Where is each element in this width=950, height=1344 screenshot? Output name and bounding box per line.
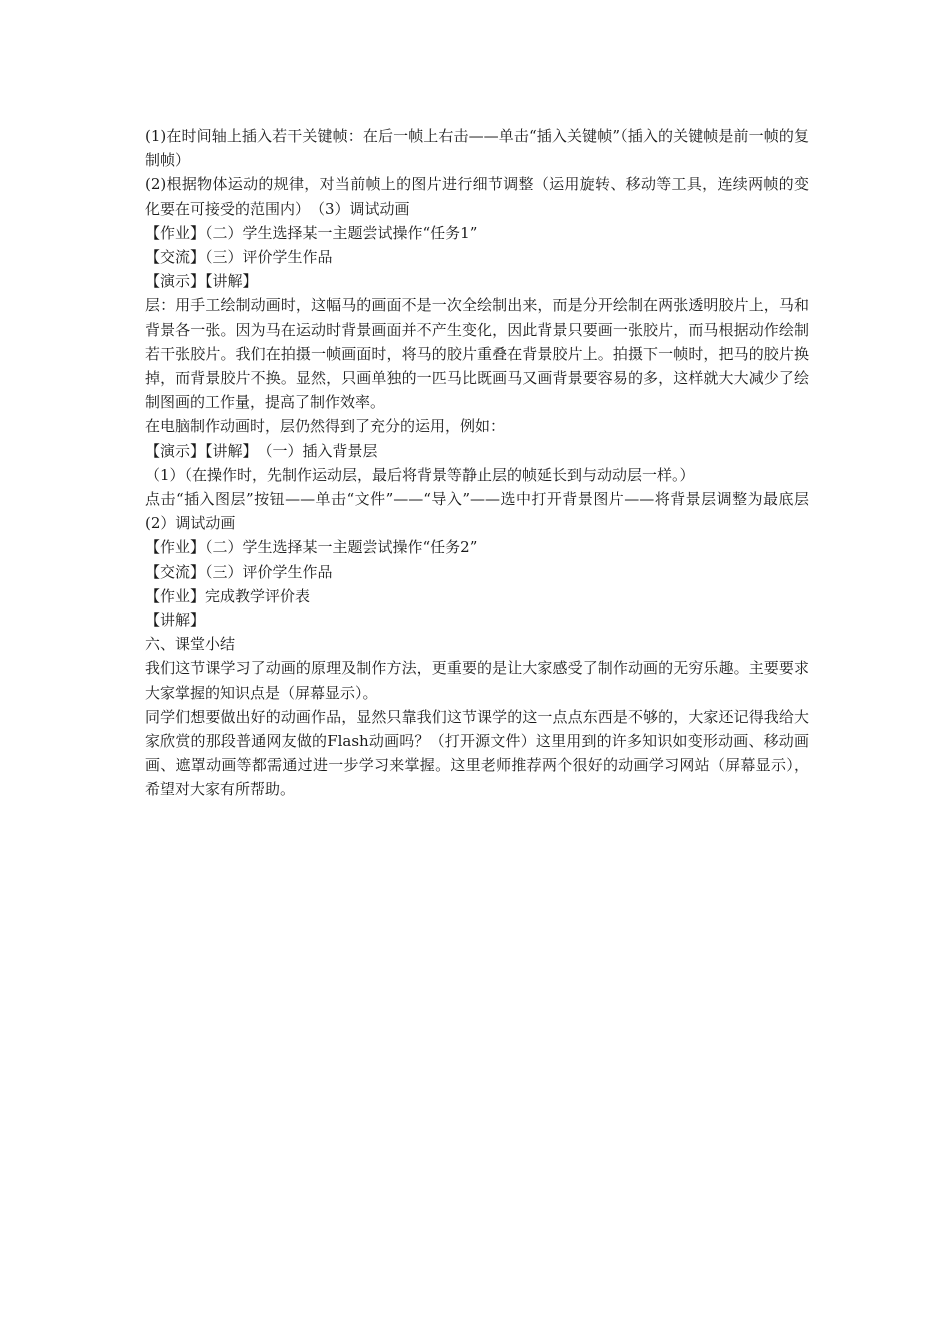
paragraph-homework-task-1: 【作业】（二）学生选择某一主题尝试操作“任务1” [145,223,478,242]
paragraph-layer-usage: 在电脑制作动画时，层仍然得到了充分的运用，例如： [145,417,506,436]
paragraph-insert-layer-steps: 点击“插入图层”按钮——单击“文件”——“导入”——选中打开背景图片——将背景层调整为最底层 (2）调试动画 [145,490,825,533]
paragraph-demo-explain: 【演示】【讲解】 [145,272,258,291]
paragraph-exchange-1: 【交流】（三）评价学生作品 [145,248,333,267]
paragraph-summary-2: 同学们想要做出好的动画作品，显然只靠我们这节课学的这一点点东西是不够的，大家还记得我给大家欣赏的那段普通网友做的Flash动画吗？（打开源文件）这里用到的许多知识如变形动画、移动画画、遮罩动画等都需通过进一步学习来掌握。这里老师推荐两个很好的动画学习网站（屏幕显示），希望对大家有所帮助。 [145,707,809,799]
paragraph-summary-1: 我们这节课学习了动画的原理及制作方法，更重要的是让大家感受了制作动画的无穷乐趣。主要要求大家掌握的知识点是（屏幕显示）。 [145,659,809,702]
paragraph-insert-background-layer: 【演示】【讲解】 （一）插入背景层 [145,441,378,460]
paragraph-evaluation-form: 【作业】完成教学评价表 [145,586,311,605]
paragraph-step-1: (1)在时间轴上插入若干关键帧：在后一帧上右击——单击“插入关键帧”（插入的关键帧是前一帧的复制帧） [145,127,809,170]
paragraph-layer-explanation: 层：用手工绘制动画时，这幅马的画面不是一次全绘制出来，而是分开绘制在两张透明胶片上，马和背景各一张。因为马在运动时背景画面并不产生变化，因此背景只要画一张胶片，而马根据动作绘制若干张胶片。我们在拍摄一帧画面时，将马的胶片重叠在背景胶片上。拍摄下一帧时，把马的胶片换掉，而背景胶片不换。显然，只画单独的一匹马比既画马又画背景要容易的多，这样就大大减少了绘制图画的工作量，提高了制作效率。 [145,296,809,412]
paragraph-step-2: (2)根据物体运动的规律，对当前帧上的图片进行细节调整（运用旋转、移动等工具，连续两帧的变化要在可接受的范围内） （3）调试动画 [145,175,809,218]
section-heading-summary: 六、课堂小结 [145,635,236,654]
paragraph-exchange-2: 【交流】（三）评价学生作品 [145,562,333,581]
paragraph-step-note: （1）（在操作时，先制作运动层，最后将背景等静止层的帧延长到与动动层一样。） [145,465,695,484]
document-body [145,124,825,802]
paragraph-homework-task-2: 【作业】（二）学生选择某一主题尝试操作“任务2” [145,538,478,557]
paragraph-explain: 【讲解】 [145,611,206,630]
